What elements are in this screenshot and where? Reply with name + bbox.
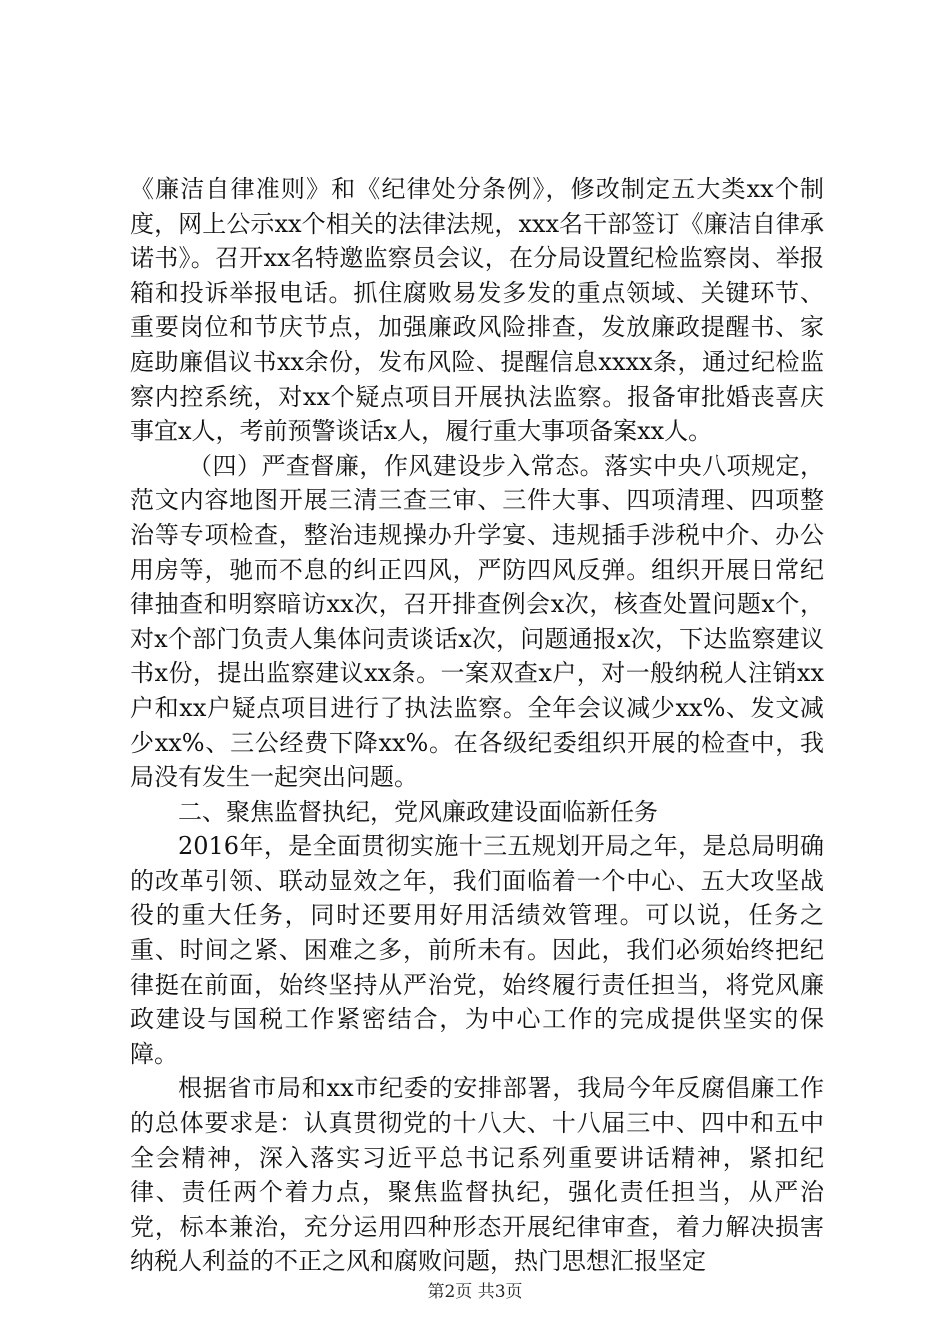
paragraph-section-four: （四）严查督廉，作风建设步入常态。落实中央八项规定，范文内容地图开展三清三查三审、三件大事、四项清理、四项整治等专项检查，整治违规操办升学宴、违规插手涉税中介、办公用房等，驰而不息的纠正四风，严防四风反弹。组织开展日常纪律抽查和明察暗访xx次，召开排查例会x次，核查处置问题x个，对x个部门负责人集体问责谈话x次，问题通报x次，下达监察建议书x份，提出监察建议xx条。一案双查x户，对一般纳税人注销xx户和xx户疑点项目进行了执法监察。全年会议减少xx%、发文减少xx%、三公经费下降xx%。在各级纪委组织开展的检查中，我局没有发生一起突出问题。 [130,451,824,792]
section-heading-two: 二、聚焦监督执纪，党风廉政建设面临新任务 [178,797,658,826]
paragraph-general-requirements: 根据省市局和xx市纪委的安排部署，我局今年反腐倡廉工作的总体要求是：认真贯彻党的十八大、十八届三中、四中和五中全会精神，深入落实习近平总书记系列重要讲话精神，紧扣纪律、责任两个着力点，聚焦监督执纪，强化责任担当，从严治党，标本兼治，充分运用四种形态开展纪律审查，着力解决损害纳税人利益的不正之风和腐败问题，热门思想汇报坚定 [130,1074,824,1276]
paragraph-2016-overview: 2016年，是全面贯彻实施十三五规划开局之年，是总局明确的改革引领、联动显效之年，我们面临着一个中心、五大攻坚战役的重大任务，同时还要用好用活绩效管理。可以说，任务之重、时间之紧、困难之多，前所未有。因此，我们必须始终把纪律挺在前面，始终坚持从严治党，始终履行责任担当，将党风廉政建设与国税工作紧密结合，为中心工作的完成提供坚实的保障。 [130,832,824,1068]
document-body [130,172,824,1279]
page-number-footer: 第2页 共3页 [427,1282,523,1302]
paragraph-continuation: 《廉洁自律准则》和《纪律处分条例》，修改制定五大类xx个制度，网上公示xx个相关的法律法规，xxx名干部签订《廉洁自律承诺书》。召开xx名特邀监察员会议，在分局设置纪检监察岗、举报箱和投诉举报电话。抓住腐败易发多发的重点领域、关键环节、重要岗位和节庆节点，加强廉政风险排查，发放廉政提醒书、家庭助廉倡议书xx余份，发布风险、提醒信息xxxx条，通过纪检监察内控系统，对xx个疑点项目开展执法监察。报备审批婚丧喜庆事宜x人，考前预警谈话x人，履行重大事项备案xx人。 [130,175,824,446]
